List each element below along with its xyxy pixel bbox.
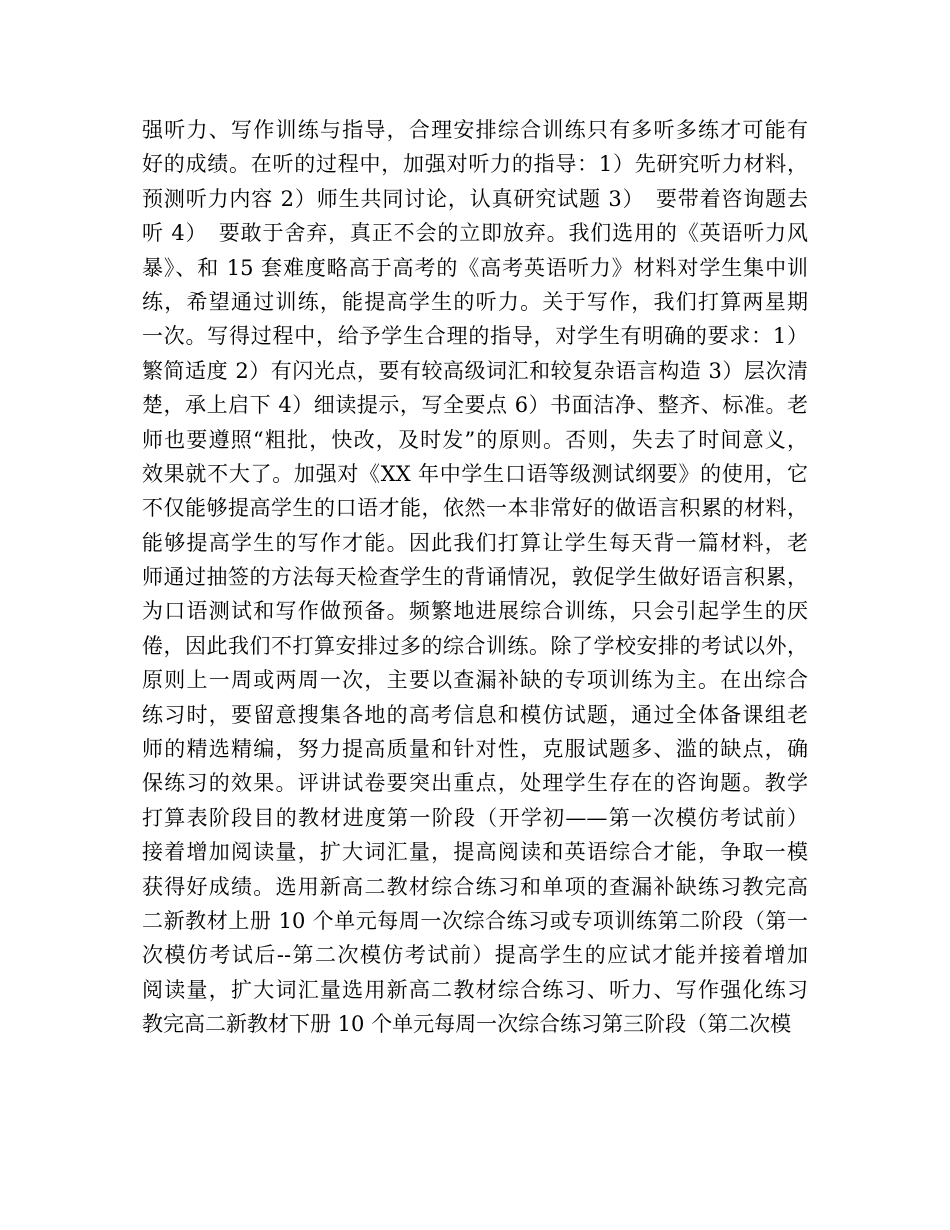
text-line: 师的精选精编，努力提高质量和针对性，克服试题多、滥的缺点，确 bbox=[142, 737, 808, 762]
text-line: 好的成绩。在听的过程中，加强对听力的指导：1）先研究听力材料， bbox=[142, 152, 808, 177]
text-line: 倦，因此我们不打算安排过多的综合训练。除了学校安排的考试以外， bbox=[142, 633, 808, 658]
text-line: 为口语测试和写作做预备。频繁地进展综合训练，只会引起学生的厌 bbox=[142, 599, 808, 624]
text-line: 强听力、写作训练与指导，合理安排综合训练只有多听多练才可能有 bbox=[142, 118, 808, 142]
text-line: 练，希望通过训练，能提高学生的听力。关于写作，我们打算两星期 bbox=[142, 289, 808, 314]
text-line: 阅读量，扩大词汇量选用新高二教材综合练习、听力、写作强化练习 bbox=[142, 977, 808, 1002]
text-line: 教完高二新教材下册 10 个单元每周一次综合练习第三阶段（第二次模 bbox=[142, 1012, 792, 1037]
text-line: 楚，承上启下 4）细读提示，写全要点 6）书面洁净、整齐、标准。老 bbox=[142, 393, 808, 418]
text-line: 师通过抽签的方法每天检查学生的背诵情况，敦促学生做好语言积累， bbox=[142, 565, 808, 590]
text-line: 保练习的效果。评讲试卷要突出重点，处理学生存在的咨询题。教学 bbox=[142, 771, 808, 796]
text-line: 原则上一周或两周一次，主要以查漏补缺的专项训练为主。在出综合 bbox=[142, 668, 808, 693]
text-line: 师也要遵照“粗批，快改，及时发”的原则。否则，失去了时间意义， bbox=[142, 427, 808, 452]
text-line: 不仅能够提高学生的口语才能，依然一本非常好的做语言积累的材料， bbox=[142, 496, 808, 521]
text-line: 效果就不大了。加强对《XX 年中学生口语等级测试纲要》的使用，它 bbox=[142, 461, 808, 486]
text-line: 接着增加阅读量，扩大词汇量，提高阅读和英语综合才能，争取一模 bbox=[142, 840, 808, 865]
text-line: 次模仿考试后--第二次模仿考试前）提高学生的应试才能并接着增加 bbox=[142, 943, 808, 968]
text-line: 暴》、和 15 套难度略高于高考的《高考英语听力》材料对学生集中训 bbox=[142, 255, 808, 280]
text-line: 练习时，要留意搜集各地的高考信息和模仿试题，通过全体备课组老 bbox=[142, 702, 808, 727]
text-line: 能够提高学生的写作才能。因此我们打算让学生每天背一篇材料，老 bbox=[142, 530, 808, 555]
text-line: 获得好成绩。选用新高二教材综合练习和单项的查漏补缺练习教完高 bbox=[142, 874, 808, 899]
text-line: 预测听力内容 2）师生共同讨论，认真研究试题 3） 要带着咨询题去 bbox=[142, 186, 808, 211]
text-line: 二新教材上册 10 个单元每周一次综合练习或专项训练第二阶段（第一 bbox=[142, 908, 808, 933]
text-line: 打算表阶段目的教材进度第一阶段（开学初——第一次模仿考试前） bbox=[142, 805, 808, 830]
body-paragraph bbox=[142, 113, 808, 1042]
text-line: 繁简适度 2）有闪光点，要有较高级词汇和较复杂语言构造 3）层次清 bbox=[142, 358, 808, 383]
text-line: 听 4） 要敢于舍弃，真正不会的立即放弃。我们选用的《英语听力风 bbox=[142, 221, 808, 246]
text-line: 一次。写得过程中，给予学生合理的指导，对学生有明确的要求：1） bbox=[142, 324, 808, 349]
